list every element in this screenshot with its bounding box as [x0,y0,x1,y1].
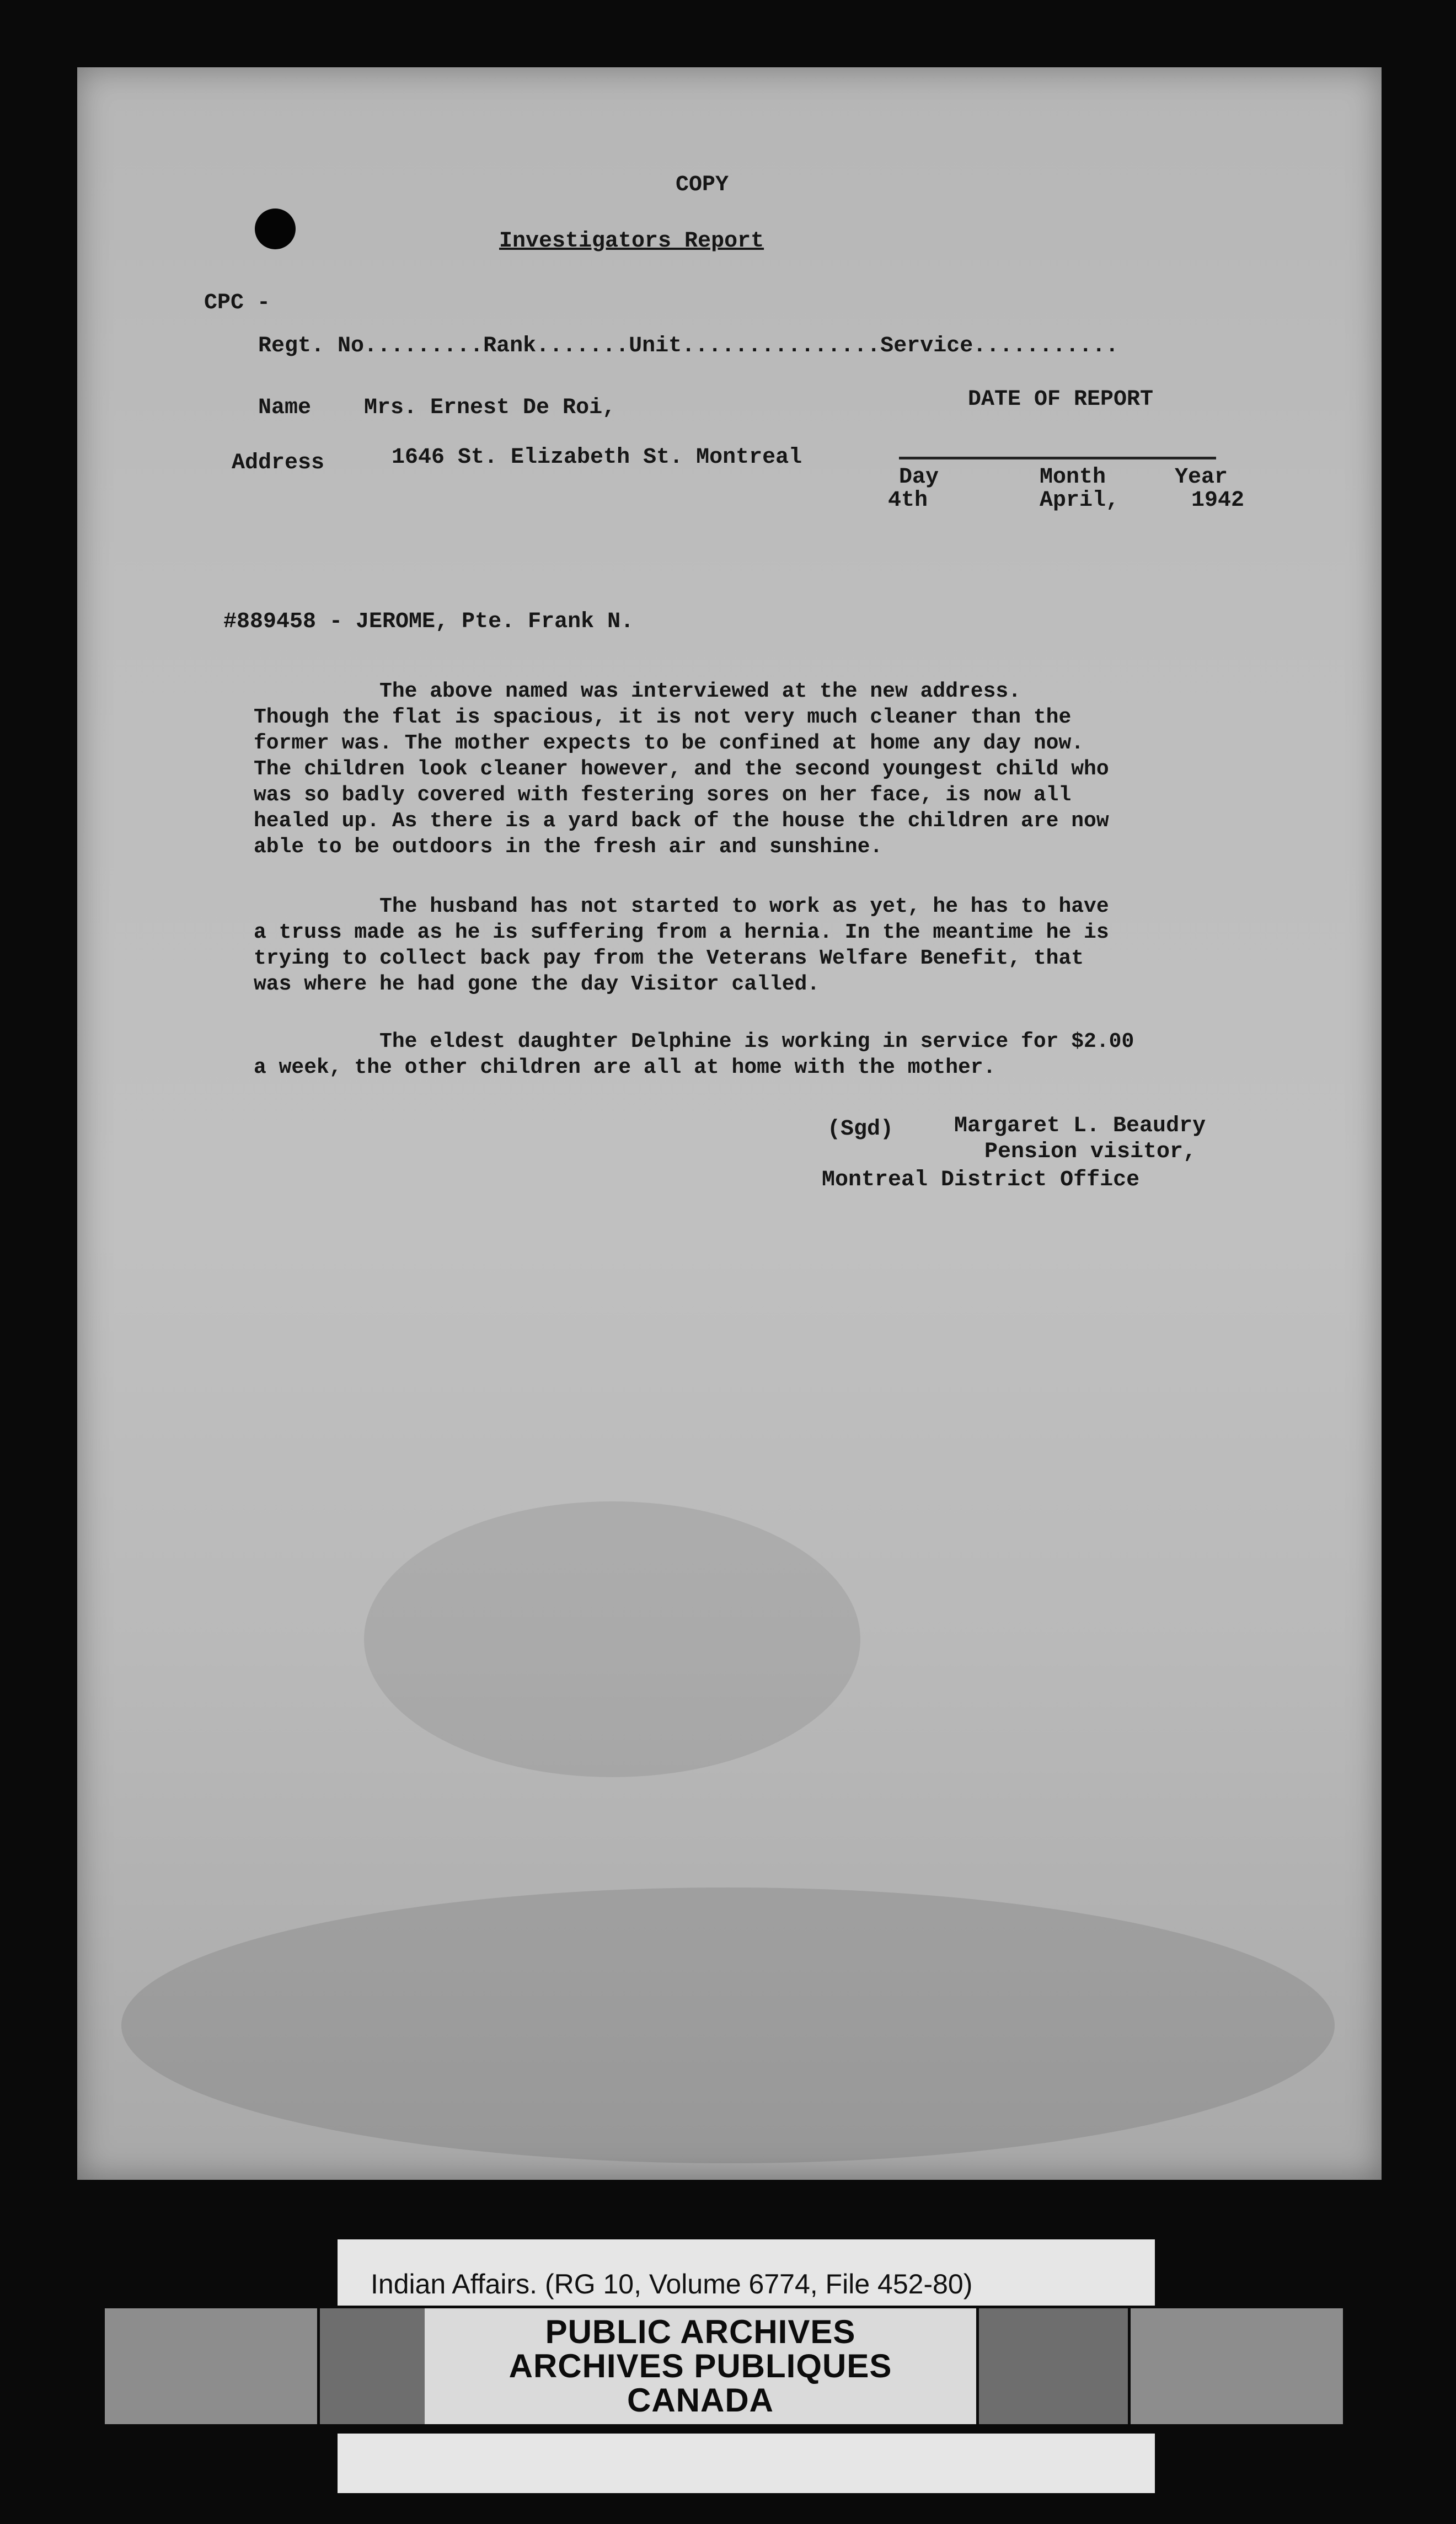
signed-marker: (Sgd) [827,1117,894,1142]
month-label: Month [1040,465,1106,490]
signer-title: Pension visitor, [984,1140,1197,1164]
name-label: Name [258,395,312,420]
stamp-line-1: PUBLIC ARCHIVES [545,2313,856,2350]
stamp-line-2: ARCHIVES PUBLIQUES [508,2347,892,2384]
signer-name: Margaret L. Beaudry [954,1114,1206,1138]
punch-hole [255,208,296,249]
copy-label: COPY [676,173,729,197]
year-value: 1942 [1191,488,1245,513]
paragraph-1: The above named was interviewed at the new address. Though the flat is spacious, it is not very much cleaner than the former was. The mother expects to be confined at home any day now. The children look cleaner however, and the second youngest child who was so badly covered with festering sores on her face, is now all healed up. As there is a yard back of the house the children are now able to be outdoors in the fresh air and sunshine. [254,680,1109,859]
film-edge-right-inner [979,2308,1128,2424]
regiment-line: Regt. No.........Rank.......Unit...............Service........... [258,334,1119,359]
date-rule [899,457,1216,459]
day-label: Day [899,465,939,490]
paper-stain [121,1887,1335,2163]
archive-stamp [425,2308,976,2424]
film-edge-left [105,2308,317,2424]
paper-stain [364,1501,860,1777]
film-edge-left-inner [320,2308,425,2424]
film-edge-right [1131,2308,1343,2424]
year-label: Year [1175,465,1228,490]
paragraph-3: The eldest daughter Delphine is working in service for $2.00 a week, the other children are all at home with the mother. [254,1030,1134,1079]
archive-reference: Indian Affairs. (RG 10, Volume 6774, File 452-80) [371,2269,973,2300]
date-of-report-label: DATE OF REPORT [968,387,1154,412]
name-value: Mrs. Ernest De Roi, [364,395,616,420]
cpc-label: CPC - [204,291,271,316]
report-title: Investigators Report [499,229,764,254]
archive-blank-strip [338,2434,1155,2493]
month-value: April, [1040,488,1120,513]
paragraph-2: The husband has not started to work as yet, he has to have a truss made as he is suffering from a hernia. In the meantime he is trying to collect back pay from the Veterans Welfare Benefit, that was where he had gone the day Visitor called. [254,895,1109,996]
address-label: Address [232,451,325,475]
file-reference: #889458 - JEROME, Pte. Frank N. [223,609,634,634]
day-value: 4th [888,488,928,513]
address-value: 1646 St. Elizabeth St. Montreal [392,445,802,470]
signer-office: Montreal District Office [822,1168,1140,1193]
stamp-line-3: CANADA [627,2382,774,2419]
